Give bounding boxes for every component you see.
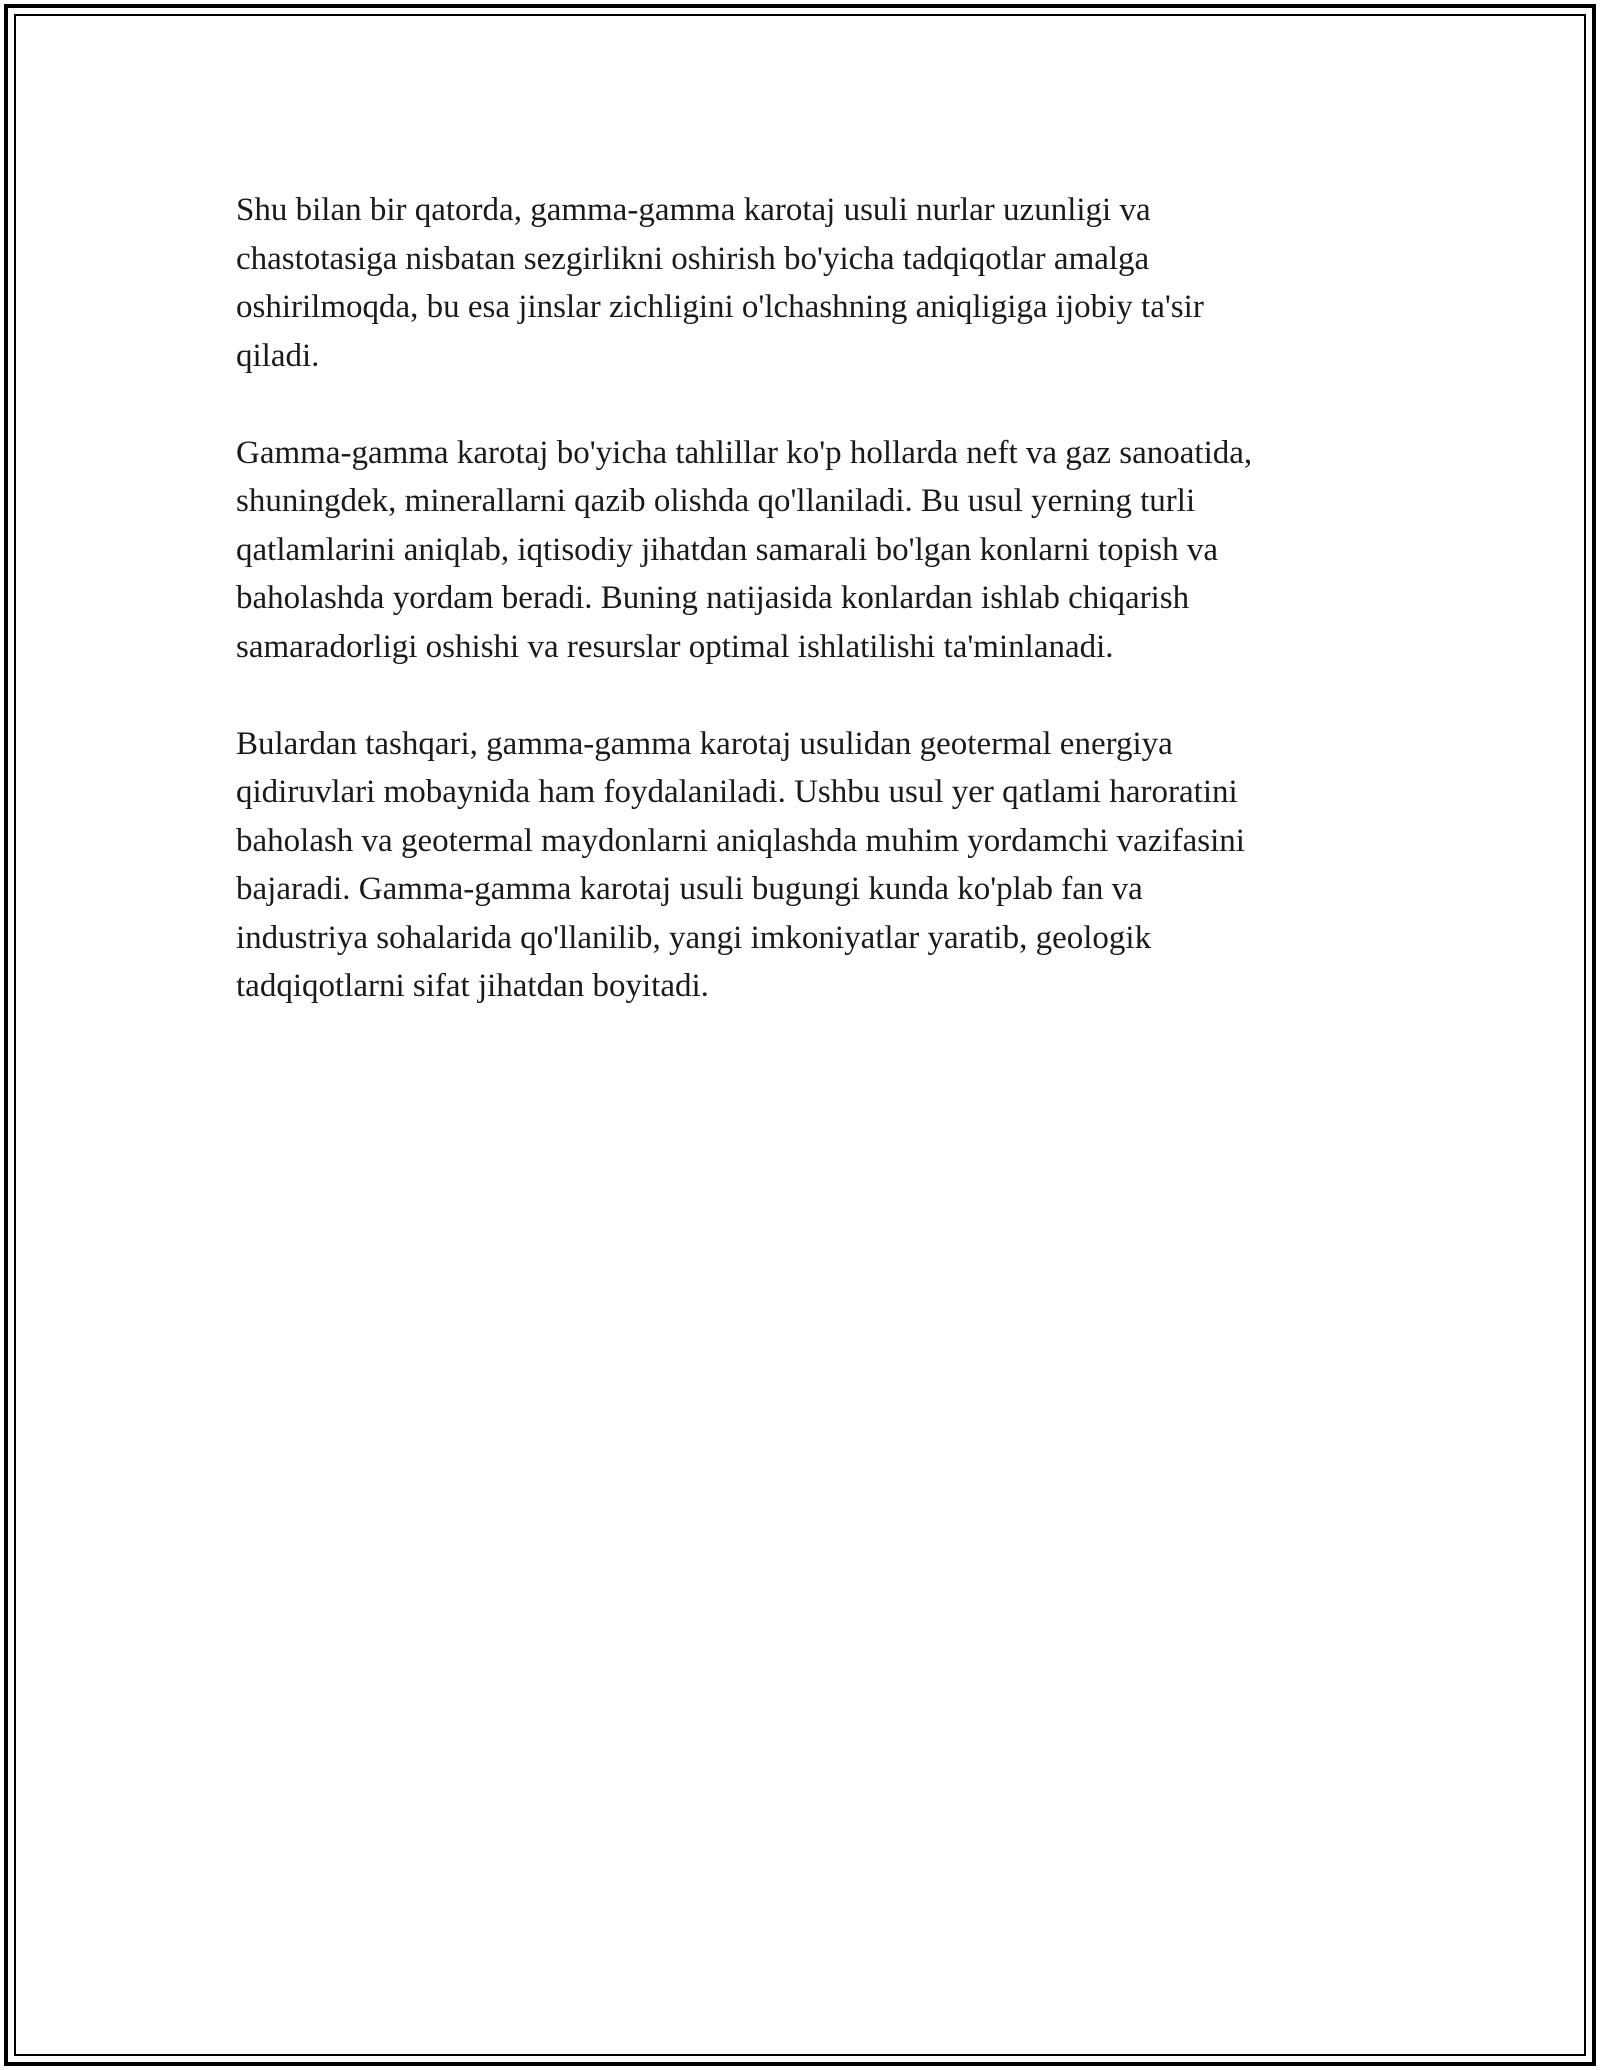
paragraph-1: Shu bilan bir qatorda, gamma-gamma karotaj usuli nurlar uzunligi va chastotasiga nisbatan sezgirlikni oshirish bo'yicha tadqiqotlar amalga oshirilmoqda, bu esa jinslar zichligini o'lchashning aniqligiga ijobiy ta'sir qiladi. <box>236 192 1204 374</box>
paragraph-3: Bulardan tashqari, gamma-gamma karotaj usulidan geotermal energiya qidiruvlari mobaynida ham foydalaniladi. Ushbu usul yer qatlami haroratini baholash va geotermal maydonlarni aniqlashda muhim yordamchi vazifasini bajaradi. Gamma-gamma karotaj usuli bugungi kunda ko'plab fan va industriya sohalarida qo'llanilib, yangi imkoniyatlar yaratib, geologik tadqiqotlarni sifat jihatdan boyitadi. <box>236 725 1245 1004</box>
document-body <box>236 186 1396 1059</box>
paragraph-2: Gamma-gamma karotaj bo'yicha tahlillar ko'p hollarda neft va gaz sanoatida, shuningdek, minerallarni qazib olishda qo'llaniladi. Bu usul yerning turli qatlamlarini aniqlab, iqtisodiy jihatdan samarali bo'lgan konlarni topish va baholashda yordam beradi. Buning natijasida konlardan ishlab chiqarish samaradorligi oshishi va resurslar optimal ishlatilishi ta'minlanadi. <box>236 434 1253 665</box>
